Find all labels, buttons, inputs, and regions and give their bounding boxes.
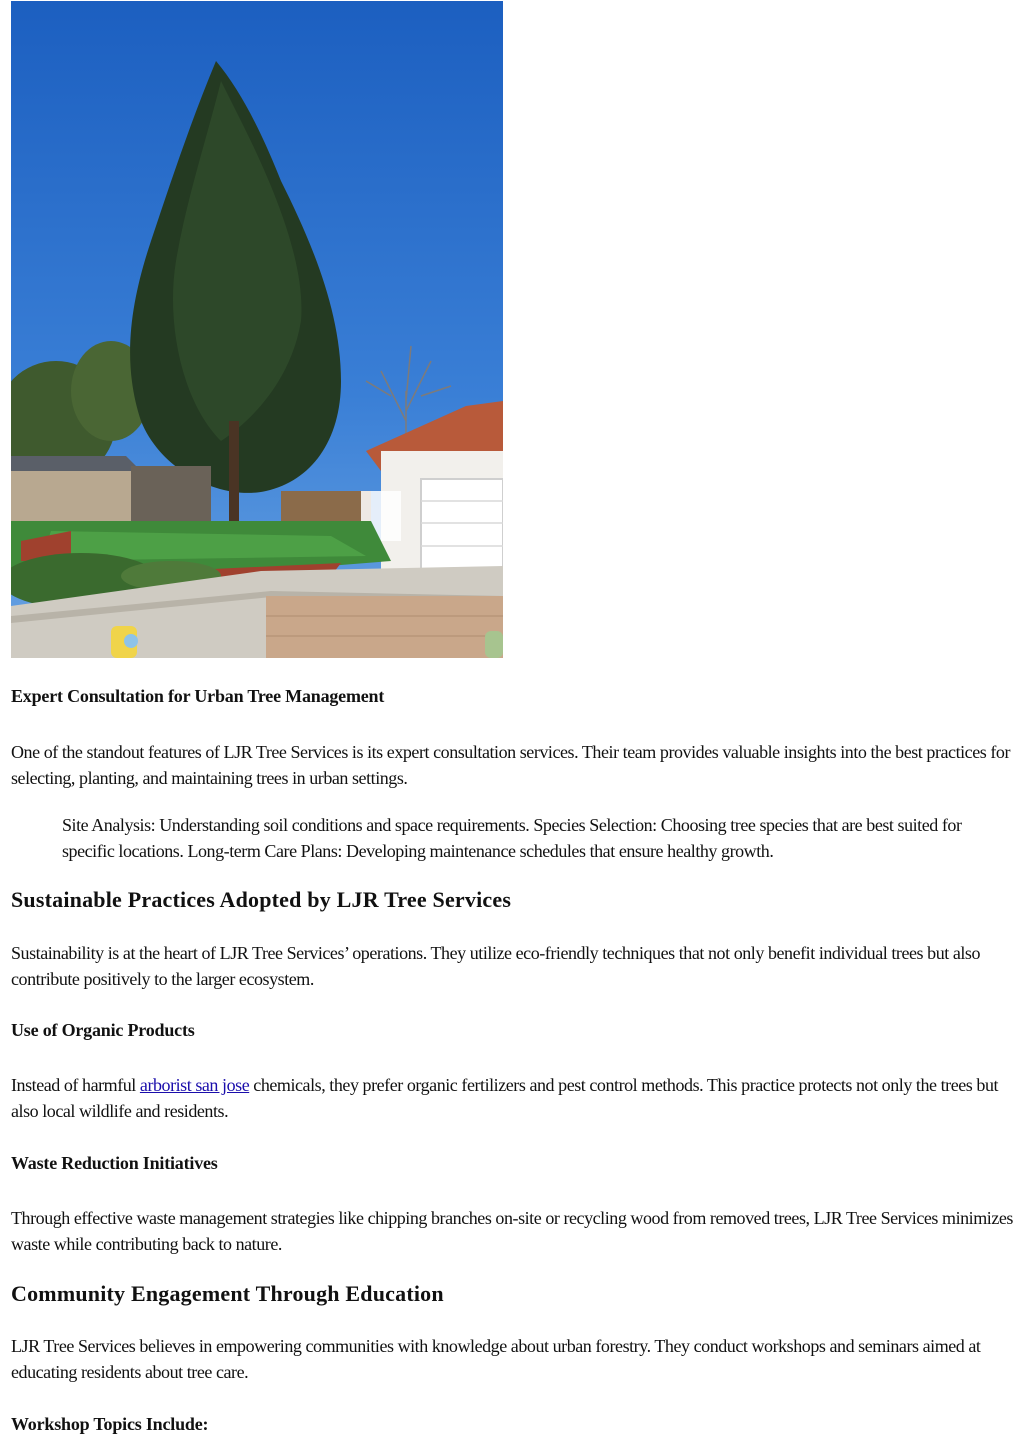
heading-waste-reduction: Waste Reduction Initiatives bbox=[11, 1153, 218, 1173]
paragraph-expert-consultation: One of the standout features of LJR Tree Services is its expert consultation services. Their team provides valuable insights into the best practices for selecting, planting, and maintaining trees in urban settings. bbox=[11, 742, 1011, 788]
organic-text-before: Instead of harmful bbox=[11, 1075, 140, 1095]
heading-sustainable-practices: Sustainable Practices Adopted by LJR Tree Services bbox=[11, 887, 512, 912]
heading-organic-products: Use of Organic Products bbox=[11, 1020, 195, 1040]
paragraph-sustainability: Sustainability is at the heart of LJR Tree Services’ operations. They utilize eco-friendly techniques that not only benefit individual trees but also contribute positively to the larger ecosystem. bbox=[11, 943, 981, 989]
heading-workshop-topics: Workshop Topics Include: bbox=[11, 1414, 209, 1434]
heading-community-engagement: Community Engagement Through Education bbox=[11, 1281, 444, 1306]
paragraph-community-engagement: LJR Tree Services believes in empowering communities with knowledge about urban forestry. They conduct workshops and seminars aimed at educating residents about tree care. bbox=[11, 1336, 981, 1382]
paragraph-waste-reduction: Through effective waste management strategies like chipping branches on-site or recycling wood from removed trees, LJR Tree Services minimizes waste while contributing back to nature. bbox=[11, 1208, 1013, 1254]
heading-expert-consultation: Expert Consultation for Urban Tree Management bbox=[11, 686, 385, 706]
paragraph-organic-products bbox=[11, 1072, 1016, 1124]
arborist-san-jose-link[interactable]: arborist san jose bbox=[139, 1075, 250, 1095]
organic-text-after: chemicals, they prefer organic fertilizers and pest control methods. This practice protects not only the trees but also local wildlife and residents. bbox=[11, 1075, 999, 1121]
tree-photo bbox=[11, 1, 503, 658]
list-consultation-services: Site Analysis: Understanding soil conditions and space requirements. Species Selection: Choosing tree species that are best suited for specific locations. Long-term Care Plans: Developing maintenance schedules that ensure healthy growth. bbox=[62, 815, 962, 861]
